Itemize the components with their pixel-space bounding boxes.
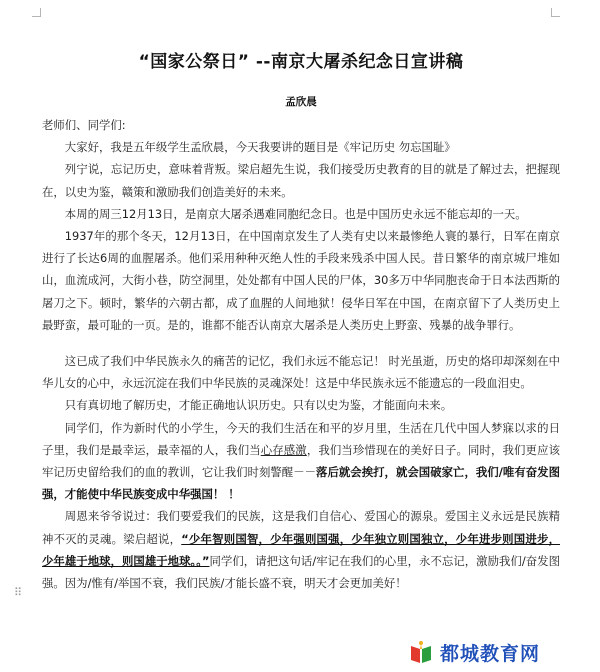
paragraph-learn: 只有真切地了解历史，才能正确地认识历史。只有以史为鉴，才能面向未来。 [64, 398, 453, 413]
drag-handle-icon[interactable]: ⠿ [14, 586, 22, 599]
students-text-a: 同学们，作为新时代的小学生，今天的我们生活在和平的岁月里，生活在几代中国人梦寐以求的日子里，我们是最幸运，最幸福的人，我们当 [42, 420, 560, 457]
greeting-paragraph: 老师们、同学们: [42, 118, 126, 132]
paragraph-intro: 大家好，我是五年级学生孟欣晨，今天我要讲的题目是《牢记历史 勿忘国耻》 [64, 140, 456, 155]
students-bold-text: 落后就会挨打，就会国破家亡，我们/唯有奋发图强，才能使中华民族变成中华强国！ ！ [42, 465, 560, 502]
paragraph-zhou [42, 505, 560, 594]
paragraph-history: 1937年的那个冬天，12月13日，在中国南京发生了人类有史以来最惨绝人寰的暴行，日军在南京进行了长达6周的血腥屠杀。他们采用种种灭绝人性的手段来残杀中国人民。昔日繁华的南京城尸堆如山，血流成河，大街小巷，防空洞里，处处都有中国人民的尸体，30多万中华同胞丧命于日本法西斯的屠刀之下。顿时，繁华的六朝古都，成了血腥的人间地狱！侵华日军在中国，在南京留下了人类历史上最野蛮，最可耻的一页。是的，谁都不能否认南京大屠杀是人类历史上野蛮、残暴的战争罪行。 [42, 229, 560, 332]
paragraph-students [42, 417, 560, 506]
paragraph-date: 本周的周三12月13日，是南京大屠杀遇难同胞纪念日。也是中国历史永远不能忘却的一天。 [64, 206, 527, 221]
watermark-text: 都城教育网 [439, 643, 540, 665]
crop-mark-top-right [551, 8, 560, 17]
crop-mark-top-left [32, 8, 41, 17]
document-author: 孟欣晨 [285, 96, 317, 108]
site-watermark [408, 639, 540, 666]
document-body [42, 114, 560, 594]
students-text-b: ，我们当珍惜现在的美好日子。同时，我们更应该牢记历史留给我们的血的教训，它让我们时刻警醒－－ [42, 442, 560, 480]
zhou-quote-text: “少年智则国智，少年强则国强，少年独立则国独立，少年进步则国进步，少年雄于地球，则国雄于地球。。” [42, 531, 560, 568]
zhou-text-b: 同学们，请把这句话/牢记在我们的心里，永不忘记，激励我们/奋发图强。因为/惟有/举国不衰，我们民族/才能长盛不衰，明天才会更加美好！ [42, 553, 560, 591]
students-underlined-text: 心存感激 [260, 442, 307, 457]
paragraph-lenin: 列宁说，忘记历史，意味着背叛。梁启超先生说，我们接受历史教育的目的就是了解过去，把握现在，以史为鉴，赣策和激励我们创造美好的未来。 [42, 162, 560, 199]
zhou-text-a: 周恩来爷爷说过：我们要爱我们的民族，这是我们自信心、爱国心的源泉。爱国主义永远是民族精神不灭的灵魂。梁启超说， [42, 509, 560, 546]
book-logo-icon [408, 640, 434, 666]
document-title: “国家公祭日” --南京大屠杀纪念日宣讲稿 [138, 52, 464, 72]
paragraph-memory: 这已成了我们中华民族永久的痛苦的记忆，我们永远不能忘记！ 时光虽逝，历史的烙印却深刻在中华儿女的心中，永远沉淀在我们中华民族的灵魂深处！这是中华民族永远不能遗忘的一段血泪史。 [42, 354, 560, 391]
